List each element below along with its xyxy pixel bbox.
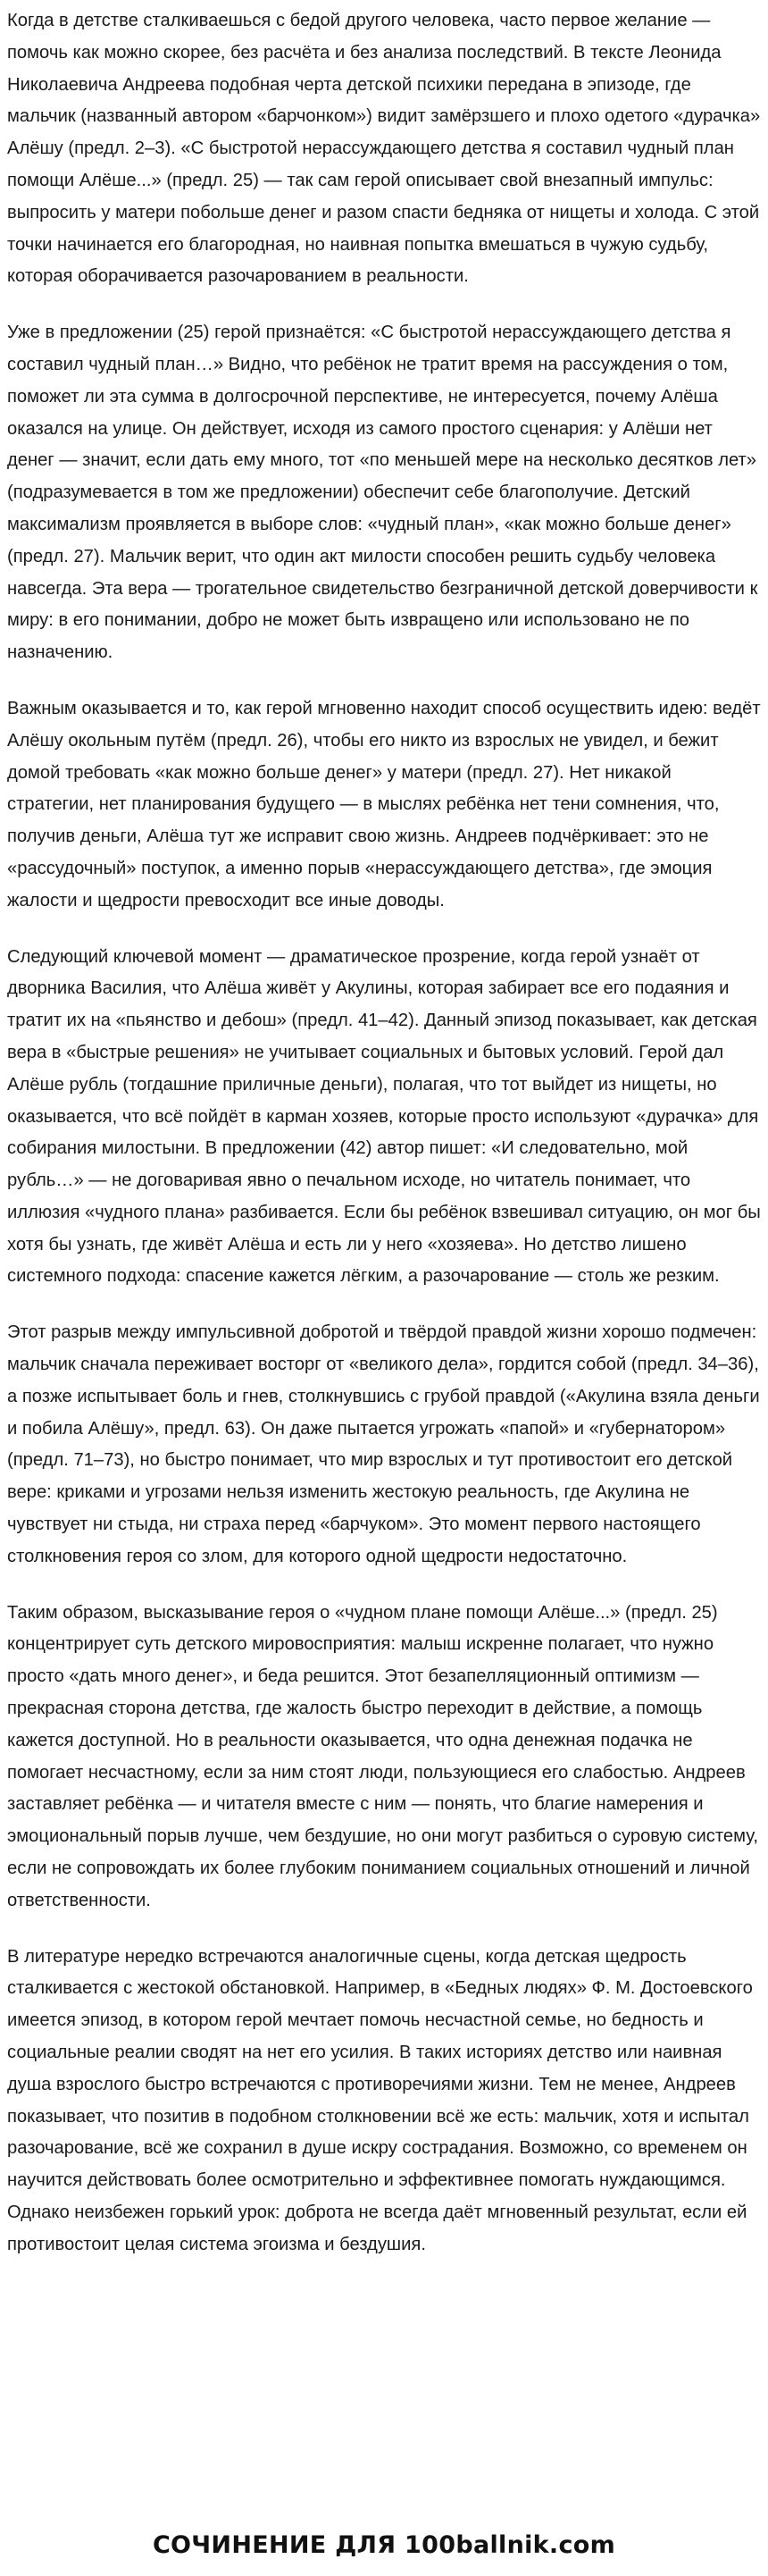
essay-paragraph-4: Следующий ключевой момент — драматическое прозрение, когда герой узнаёт от дворника Василия, что Алёша живёт у Акулины, которая забирает все его подаяния и тратит их на «пьянство и дебош» (предл. 41–42). Данный эпизод показывает, как детская вера в «быстрые решения» не учитывает социальных и бытовых условий. Герой дал Алёше рубль (тогдашние приличные деньги), полагая, что тот выйдет из нищеты, но оказывается, что всё пойдёт в карман хозяев, которые просто используют «дурачка» для собирания милостыни. В предложении (42) автор пишет: «И следовательно, мой рубль…» — не договаривая явно о печальном исходе, но читатель понимает, что иллюзия «чудного плана» разбивается. Если бы ребёнок взвешивал ситуацию, он мог бы хотя бы узнать, где живёт Алёша и есть ли у него «хозяева». Но детство лишено системного подхода: спасение кажется лёгким, а разочарование — столь же резким.	[7, 946, 761, 1287]
essay-paragraph-7: В литературе нередко встречаются аналогичные сцены, когда детская щедрость сталкивается с жестокой обстановкой. Например, в «Бедных людях» Ф. М. Достоевского имеется эпизод, в котором герой мечтает помочь несчастной семье, но бедность и социальные реалии сводят на нет его усилия. В таких историях детство или наивная душа взрослого быстро встречаются с противоречиями жизни. Тем не менее, Андреев показывает, что позитив в подобном столкновении всё же есть: мальчик, хотя и испытал разочарование, всё же сохранил в душе искру сострадания. Возможно, со временем он научится действовать более осмотрительно и эффективнее помогать нуждающимся. Однако неизбежен горький урок: доброта не всегда даёт мгновенный результат, если ей противостоит целая система эгоизма и бездушия.	[7, 1946, 753, 2254]
essay-paragraph-2: Уже в предложении (25) герой признаётся: «С быстротой нерассуждающего детства я составил чудный план…» Видно, что ребёнок не тратит время на рассуждения о том, поможет ли эта сумма в долгосрочной перспективе, не интересуется, почему Алёша оказался на улице. Он действует, исходя из самого простого сценария: у Алёши нет денег — значит, если дать ему много, тот «по меньшей мере на несколько десятков лет» (подразумевается в том же предложении) обеспечит себе благополучие. Детский максимализм проявляется в выборе слов: «чудный план», «как можно больше денег» (предл. 27). Мальчик верит, что один акт милости способен решить судьбу человека навсегда. Эта вера — трогательное свидетельство безграничной детской доверчивости к миру: в его понимании, добро не может быть извращено или использовано не по назначению.	[7, 323, 758, 663]
essay-paragraph-6: Таким образом, высказывание героя о «чудном плане помощи Алёше...» (предл. 25) концентрирует суть детского мировосприятия: малыш искренне полагает, что нужно просто «дать много денег», и беда решится. Этот безапелляционный оптимизм — прекрасная сторона детства, где жалость быстро переходит в действие, а помощь кажется доступной. Но в реальности оказывается, что одна денежная подачка не помогает несчастному, если за ним стоят люди, пользующиеся его слабостью. Андреев заставляет ребёнка — и читателя вместе с ним — понять, что благие намерения и эмоциональный порыв лучше, чем бездушие, но они могут разбиться о суровую систему, если не сопровождать их более глубоким пониманием социальных отношений и личной ответственности.	[7, 1602, 758, 1910]
essay-paragraph-5: Этот разрыв между импульсивной добротой и твёрдой правдой жизни хорошо подмечен: мальчик сначала переживает восторг от «великого дела», гордится собой (предл. 34–36), а позже испытывает боль и гнев, столкнувшись с грубой правдой («Акулина взяла деньги и побила Алёшу», предл. 63). Он даже пытается угрожать «папой» и «губернатором» (предл. 71–73), но быстро понимает, что мир взрослых и тут противостоит его детской вере: криками и угрозами нельзя изменить жестокую реальность, где Акулина не чувствует ни стыда, ни страха перед «барчуком». Это момент первого настоящего столкновения героя со злом, для которого одной щедрости недостаточно.	[7, 1322, 760, 1566]
site-footer-label: СОЧИНЕНИЕ ДЛЯ 100ballnik.com	[152, 2531, 616, 2559]
essay-paragraph-3: Важным оказывается и то, как герой мгновенно находит способ осуществить идею: ведёт Алёшу окольным путём (предл. 26), чтобы его никто из взрослых не увидел, и бежит домой требовать «как можно больше денег» у матери (предл. 27). Нет никакой стратегии, нет планирования будущего — в мыслях ребёнка нет тени сомнения, что, получив деньги, Алёша тут же исправит свою жизнь. Андреев подчёркивает: это не «рассудочный» поступок, а именно порыв «нерассуждающего детства», где эмоция жалости и щедрости превосходит все иные доводы.	[7, 698, 761, 910]
essay-paragraph-1: Когда в детстве сталкиваешься с бедой другого человека, часто первое желание — помочь как можно скорее, без расчёта и без анализа последствий. В тексте Леонида Николаевича Андреева подобная черта детской психики передана в эпизоде, где мальчик (названный автором «барчонком») видит замёрзшего и плохо одетого «дурачка» Алёшу (предл. 2–3). «С быстротой нерассуждающего детства я составил чудный план помощи Алёше...» (предл. 25) — так сам герой описывает свой внезапный импульс: выпросить у матери побольше денег и разом спасти бедняка от нищеты и холода. С этой точки начинается его благородная, но наивная попытка вмешаться в чужую судьбу, которая оборачивается разочарованием в реальности.	[7, 11, 761, 287]
essay-body	[7, 5, 761, 2261]
